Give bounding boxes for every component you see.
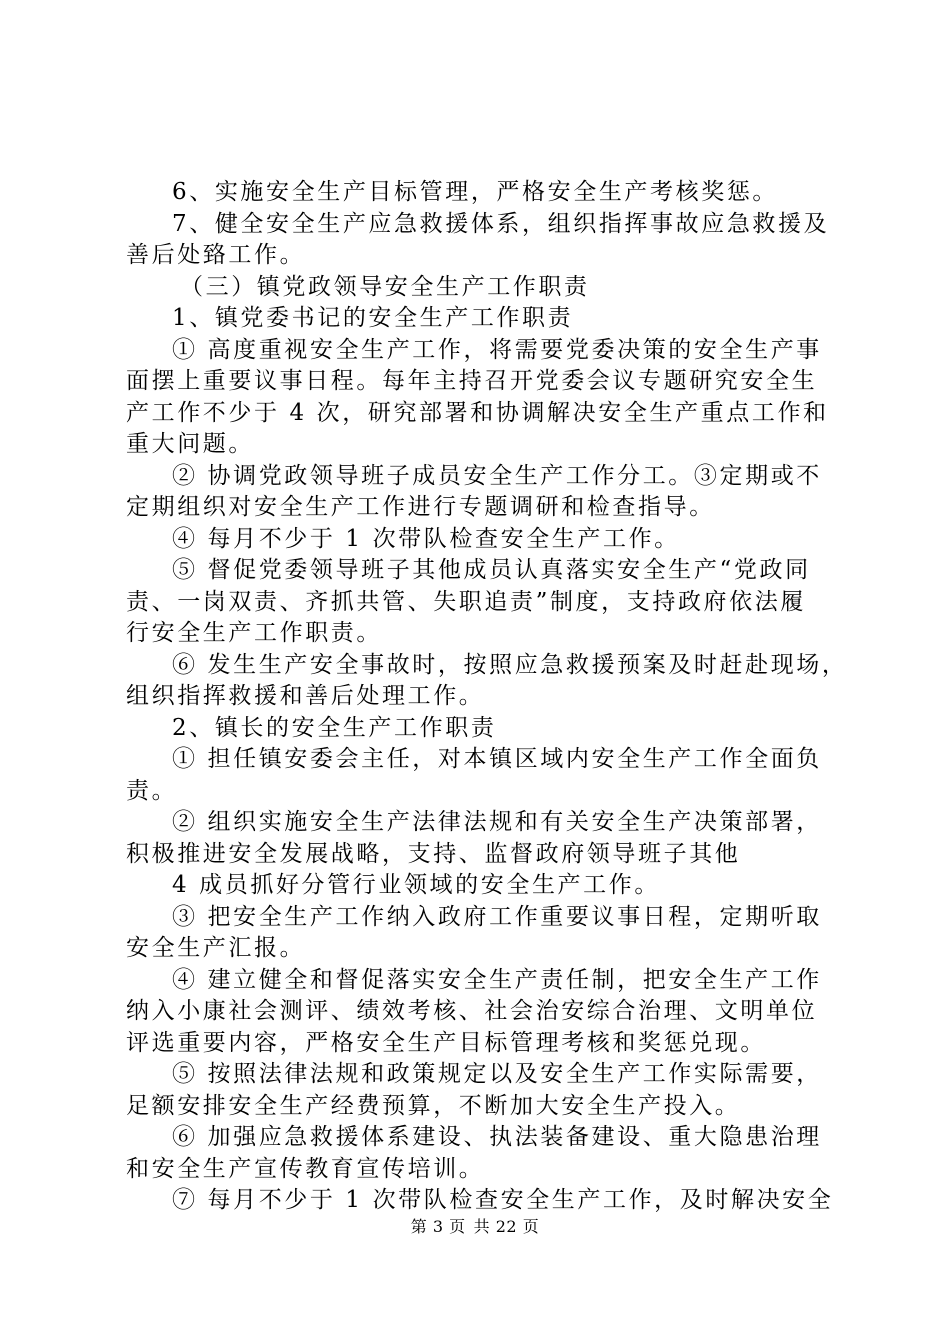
section-heading: （三）镇党政领导安全生产工作职责 [180, 273, 590, 300]
text-line: ④ 建立健全和督促落实安全生产责任制，把安全生产工作 [172, 966, 822, 993]
subsection-heading: 2、镇长的安全生产工作职责 [172, 714, 497, 741]
text-line: 纳入小康社会测评、绩效考核、社会治安综合治理、文明单位 [126, 998, 818, 1024]
text-line: ② 组织实施安全生产法律法规和有关安全生产决策部署， [172, 809, 822, 835]
text-line: 4 成员抓好分管行业领域的安全生产工作。 [172, 872, 660, 898]
text-line: 责。 [126, 777, 178, 804]
text-line: ① 担任镇安委会主任，对本镇区域内安全生产工作全面负 [172, 746, 822, 772]
text-line: ⑦ 每月不少于 1 次带队检查安全生产工作，及时解决安全 [172, 1187, 834, 1213]
text-line: 6、实施安全生产目标管理，严格安全生产考核奖惩。 [172, 179, 779, 205]
text-line: 组织指挥救援和善后处理工作。 [126, 683, 485, 709]
text-line: 面摆上重要议事日程。每年主持召开党委会议专题研究安全生 [126, 368, 818, 394]
page-total: 共 22 页 [473, 1217, 540, 1236]
text-line: 安全生产汇报。 [126, 935, 306, 961]
subsection-heading: 1、镇党委书记的安全生产工作职责 [172, 305, 574, 331]
text-line: ③ 把安全生产工作纳入政府工作重要议事日程，定期听取 [172, 903, 822, 930]
page-footer [0, 1216, 950, 1238]
page-number: 第 3 页 [410, 1217, 466, 1236]
text-line: ⑤ 按照法律法规和政策规定以及安全生产工作实际需要， [172, 1061, 822, 1087]
text-line: 行安全生产工作职责。 [126, 620, 382, 646]
text-line: 积极推进安全发展战略，支持、监督政府领导班子其他 [126, 840, 741, 867]
text-line: 和安全生产宣传教育宣传培训。 [126, 1155, 485, 1182]
text-line: ① 高度重视安全生产工作，将需要党委决策的安全生产事 [172, 336, 822, 363]
text-line: ⑥ 加强应急救援体系建设、执法装备建设、重大隐患治理 [172, 1124, 822, 1150]
text-line: 评选重要内容，严格安全生产目标管理考核和奖惩兑现。 [126, 1029, 766, 1056]
document-body [126, 177, 848, 1217]
text-line: 善后处臵工作。 [126, 242, 306, 268]
text-line: 重大问题。 [126, 431, 254, 457]
text-line: 定期组织对安全生产工作进行专题调研和检查指导。 [126, 494, 715, 520]
text-line: 责、一岗双责、齐抓共管、失职追责”制度，支持政府依法履 [126, 588, 806, 615]
text-line: 7、健全安全生产应急救援体系，组织指挥事故应急救援及 [172, 210, 830, 237]
text-line: ② 协调党政领导班子成员安全生产工作分工。③定期或不 [172, 462, 822, 489]
text-line: 足额安排安全生产经费预算，不断加大安全生产投入。 [126, 1092, 741, 1119]
text-line: 产工作不少于 4 次，研究部署和协调解决安全生产重点工作和 [126, 399, 829, 426]
text-line: ⑥ 发生生产安全事故时，按照应急救援预案及时赶赴现场， [172, 651, 848, 678]
text-line: ⑤ 督促党委领导班子其他成员认真落实安全生产“党政同 [172, 557, 811, 583]
text-line: ④ 每月不少于 1 次带队检查安全生产工作。 [172, 525, 680, 552]
